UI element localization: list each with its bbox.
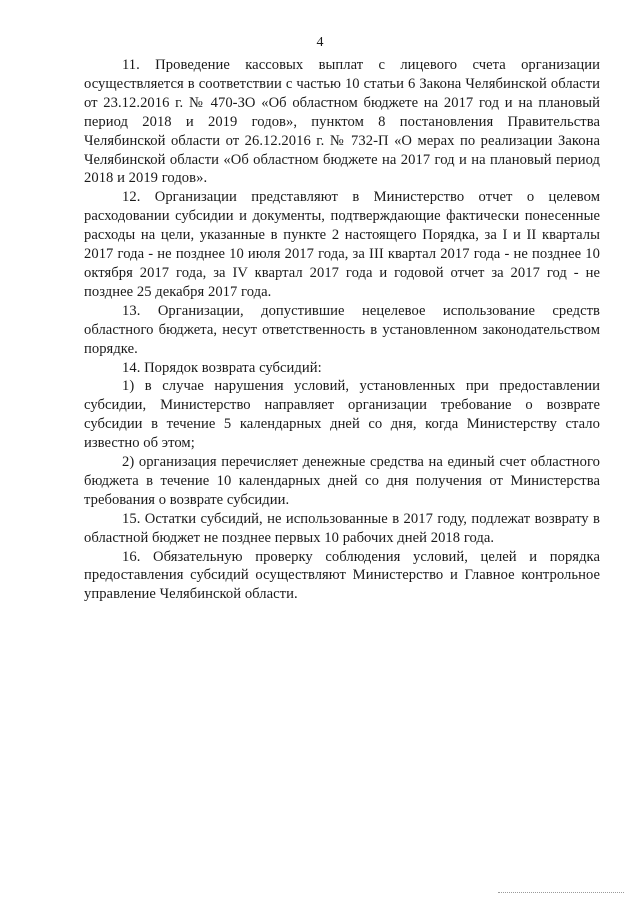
paragraph-13-responsibility: 13. Организации, допустившие нецелевое использование средств областного бюджета, несут ответственность в установленном законодательством порядке. <box>84 302 600 357</box>
paragraph-11-cash-payments: 11. Проведение кассовых выплат с лицевого счета организации осуществляется в соответствии с частью 10 статьи 6 Закона Челябинской области от 23.12.2016 г. № 470-ЗО «Об областном бюджете на 2017 год и на плановый период 2018 и 2019 годов», пунктом 8 постановления Правительства Челябинской области от 26.12.2016 г. № 732-П «О мерах по реализации Закона Челябинской области «Об областном бюджете на 2017 год и на плановый период 2018 и 2019 годов». <box>84 57 600 187</box>
paragraph-14-item-1: 1) в случае нарушения условий, установленных при предоставлении субсидии, Министерство направляет организации требование о возврате субсидии в течение 5 календарных дней со дня, когда Министерству стало известно об этом; <box>84 378 600 452</box>
page-number: 4 <box>316 35 324 50</box>
paragraph-14-item-2: 2) организация перечисляет денежные средства на единый счет областного бюджета в течение 10 календарных дней со дня получения от Министерства требования о возврате субсидии. <box>84 454 600 508</box>
document-body <box>84 56 600 604</box>
paragraph-14-refund-procedure: 14. Порядок возврата субсидий: <box>122 359 322 376</box>
footer-divider <box>498 892 624 893</box>
paragraph-15-remaining-funds: 15. Остатки субсидий, не использованные в 2017 году, подлежат возврату в областной бюджет не позднее первых 10 рабочих дней 2018 года. <box>84 510 600 546</box>
paragraph-12-reporting: 12. Организации представляют в Министерство отчет о целевом расходовании субсидии и документы, подтверждающие фактически понесенные расходы на цели, указанные в пункте 2 настоящего Порядка, за I и II кварталы 2017 года - не позднее 10 июля 2017 года, за III квартал 2017 года - не позднее 10 октября 2017 года, за IV квартал 2017 года и годовой отчет за 2017 год - не позднее 25 декабря 2017 года. <box>84 189 600 300</box>
paragraph-16-compliance-check: 16. Обязательную проверку соблюдения условий, целей и порядка предоставления субсидий осуществляют Министерство и Главное контрольное управление Челябинской области. <box>84 548 600 603</box>
